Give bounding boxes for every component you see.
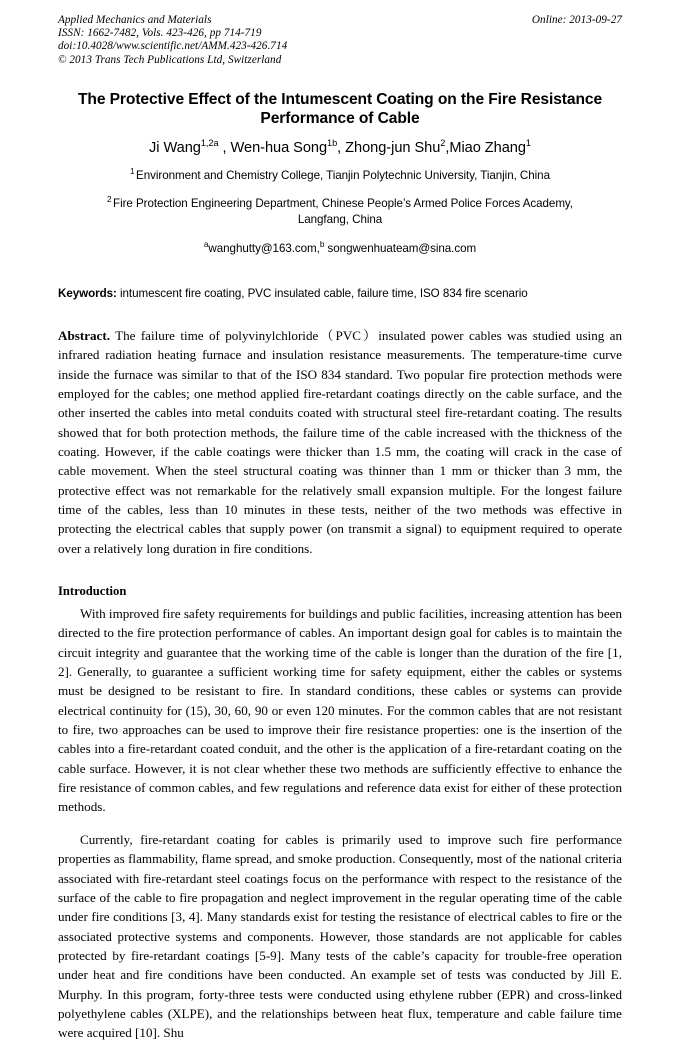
- author-affiliation-marker: 1: [525, 137, 531, 148]
- keywords-label: Keywords:: [58, 286, 117, 300]
- author-entry: [218, 137, 338, 156]
- author-affiliation-marker: 1,2a: [200, 137, 219, 148]
- email-marker-a: a: [203, 239, 209, 249]
- author-entry: [337, 137, 446, 156]
- author-entry: [445, 137, 531, 156]
- email-address-b[interactable]: songwenhuateam@sina.com: [324, 241, 477, 255]
- affiliation-text: Fire Protection Engineering Department, Chinese People’s Armed Police Forces Academy, Langfang, China: [113, 196, 573, 226]
- author-affiliation-marker: 1b: [327, 137, 338, 148]
- corresponding-emails: [58, 241, 622, 257]
- affiliation-1: [58, 168, 622, 184]
- author-name: , Zhong-jun Shu: [337, 139, 441, 156]
- author-affiliation-marker: 2: [440, 137, 446, 148]
- page-title: The Protective Effect of the Intumescent Coating on the Fire Resistance Performance of Cable: [77, 90, 603, 128]
- author-name: Ji Wang: [149, 139, 201, 156]
- abstract-text: The failure time of polyvinylchloride（PVC）insulated power cables was studied using an infrared radiation heating furnace and insulation resistance measurements. The temperature-time curve inside the furnace was similar to that of the ISO 834 standard. Two popular fire protection methods were employed for the cables; one method applied fire-retardant coatings directly on the cable surface, and the other inserted the cables into metal conduits coated with structural steel fire-retardant coating. The results showed that for both protection methods, the failure time of the cable increased with the thickness of the coating. However, if the cable coatings were thicker than 1.5 mm, the coating will crack in the case of cable movement. When the steel structural coating was thinner than 1 mm or thicker than 3 mm, the protective effect was not remarkable for the relatively small expansion multiple. For the longest failure time of the cables, less than 10 minutes in these tests, neither of the two methods was effective in protecting the electrical cables that supply power (on transmit a signal) to equipment required to operate over a relatively long duration in fire conditions.: [58, 327, 622, 556]
- author-name: ,Miao Zhang: [445, 139, 526, 156]
- affiliation-marker: 2: [107, 194, 112, 204]
- abstract-label: Abstract.: [58, 327, 110, 343]
- section-heading-introduction: Introduction: [58, 583, 127, 598]
- keywords-value: intumescent fire coating, PVC insulated cable, failure time, ISO 834 fire scenario: [116, 286, 528, 300]
- online-publication-date: Online: 2013-09-27: [531, 14, 622, 26]
- journal-copyright: © 2013 Trans Tech Publications Ltd, Switzerland: [58, 53, 282, 66]
- email-marker-b: b: [319, 239, 325, 249]
- affiliation-text: Environment and Chemistry College, Tianjin Polytechnic University, Tianjin, China: [136, 168, 550, 182]
- author-entry: [149, 137, 219, 156]
- affiliation-2: [58, 196, 622, 228]
- journal-header: [58, 14, 622, 67]
- journal-issn-volume: ISSN: 1662-7482, Vols. 423-426, pp 714-719: [58, 27, 262, 40]
- author-list: [58, 139, 622, 157]
- author-name: , Wen-hua Song: [218, 139, 328, 156]
- introduction-paragraph-2: Currently, fire-retardant coating for cables is primarily used to improve such fire performance properties as flammability, flame spread, and smoke production. Consequently, most of the national criteria associated with fire-retardant steel coatings focus on the performance with respect to the resistance of the surface of the cable to fire propagation and neglect improvement in the regular operating time of the cable under fire conditions [3, 4]. Many standards exist for testing the resistance of electrical cables to fire or the associated protective systems and components. However, those standards are not applicable for cables protected by fire-retardant coatings [5-9]. Many tests of the cable’s capacity for trouble-free operation under heat and fire conditions have been conducted. An example set of tests was conducted by Jill E. Murphy. In this program, forty-three tests were conducted using ethylene rubber (EPR) and cross-linked polyethylene cables (XLPE), and the relationships between heat flux, temperature and cable failure time were acquired [10]. Shu: [58, 831, 622, 1041]
- journal-name: Applied Mechanics and Materials: [58, 14, 212, 26]
- keywords-line: [58, 286, 622, 301]
- affiliation-marker: 1: [130, 166, 135, 176]
- email-address-a[interactable]: wanghutty@163.com,: [208, 241, 320, 255]
- introduction-paragraph-1: With improved fire safety requirements for buildings and public facilities, increasing attention has been directed to the fire protection performance of cables. An important design goal for cables is to maintain the circuit integrity and guarantee that the working time of the cable is longer than the duration of the fire [1, 2]. Generally, to guarantee a sufficient working time for safety equipment, either the cables or systems must be designed to be resistant to fire. In standard conditions, these cables or systems can provide electrical continuity for (15), 30, 60, 90 or even 120 minutes. For the common cables that are not resistant to fire, two approaches can be used to improve their fire resistance properties: one is the insertion of the cables into a fire-retardant coated conduit, and the other is the application of a fire-retardant coating on the cable surface. However, it is not clear whether these two methods are sufficiently effective to enhance the fire resistance of common cables, and few regulations and reference data exist for either of these protection methods.: [58, 605, 622, 815]
- journal-doi: doi:10.4028/www.scientific.net/AMM.423-426.714: [58, 40, 288, 53]
- abstract-paragraph: [58, 326, 622, 558]
